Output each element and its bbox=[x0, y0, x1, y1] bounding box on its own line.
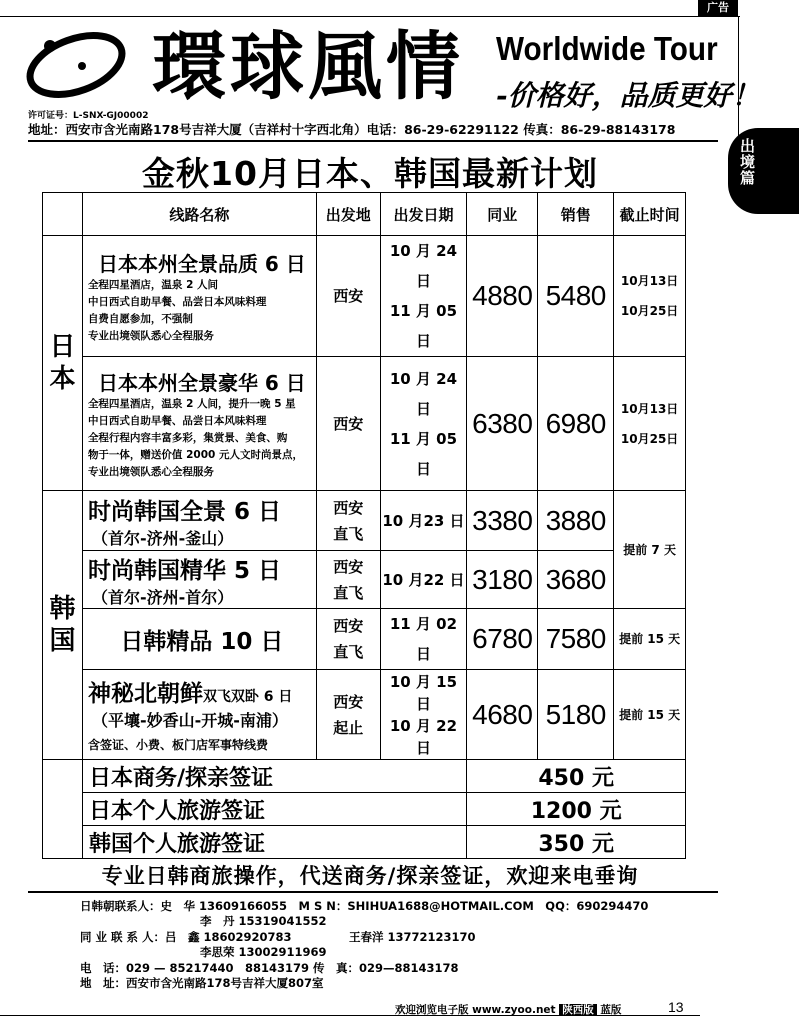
page-headline: 金秋10月日本、韩国最新计划 bbox=[142, 154, 598, 193]
route-title-suffix: 双飞双卧 6 日 bbox=[202, 689, 293, 705]
route-detail: 专业出境领队悉心全程服务 bbox=[87, 329, 214, 342]
route-detail: 自费自愿参加，不强制 bbox=[87, 312, 193, 325]
departure-dates: 10 月 15 日 10 月 22 日 bbox=[380, 670, 467, 760]
route-detail: 全程四星酒店，温泉 2 人间，提升一晚 5 星 bbox=[87, 397, 296, 410]
route-cell bbox=[82, 551, 316, 609]
section-tab-label: 出境篇 bbox=[740, 137, 756, 187]
route-cell bbox=[82, 491, 316, 551]
route-cell bbox=[82, 609, 316, 670]
departure-dates: 10 月 24 日 11 月 05 日 bbox=[380, 236, 467, 357]
retail-price: 3680 bbox=[538, 551, 614, 609]
contact-line: 地 址：西安市含光南路178号吉祥大厦807室 bbox=[80, 976, 324, 990]
website-text: 欢迎浏览电子版 www.zyoo.net bbox=[395, 1004, 556, 1016]
table-row bbox=[43, 491, 686, 551]
departure-city: 西安 直飞 bbox=[316, 551, 380, 609]
table-row bbox=[43, 609, 686, 670]
divider bbox=[28, 140, 718, 142]
trade-price: 3380 bbox=[467, 491, 538, 551]
contact-line: 同 业 联 系 人：吕 鑫 18602920783 王春洋 13772123170 bbox=[80, 930, 476, 944]
visa-row bbox=[43, 760, 686, 793]
route-title: 日韩精品 10 日 bbox=[120, 628, 284, 655]
route-title: 日本本州全景豪华 6 日 bbox=[97, 370, 306, 395]
edition-badge: 陕西版 bbox=[559, 1004, 597, 1016]
visa-name: 日本商务/探亲签证 bbox=[82, 760, 466, 793]
visa-spacer bbox=[43, 760, 83, 859]
table-row bbox=[43, 236, 686, 357]
trade-price: 3180 bbox=[467, 551, 538, 609]
visa-row bbox=[43, 793, 686, 826]
header-dates: 出发日期 bbox=[380, 193, 467, 236]
departure-city: 西安 bbox=[316, 236, 380, 357]
category-japan: 日本 bbox=[43, 236, 83, 491]
contact-line: 电 话：029 — 85217440 88143179 传 真：029—88143178 bbox=[80, 961, 459, 975]
tour-table bbox=[42, 192, 686, 859]
route-detail: 物于一体，赠送价值 2000 元人文时尚景点， bbox=[87, 448, 303, 461]
retail-price: 6980 bbox=[538, 357, 614, 491]
route-subtitle: （首尔-济州-釜山） bbox=[91, 528, 234, 548]
trade-price: 6380 bbox=[467, 357, 538, 491]
route-title: 日本本州全景品质 6 日 bbox=[97, 251, 306, 276]
visa-name: 韩国个人旅游签证 bbox=[82, 826, 466, 859]
route-subtitle: （平壤-妙香山-开城-南浦） bbox=[91, 711, 288, 730]
brand-name-en: Worldwide Tour bbox=[496, 30, 718, 67]
globe-logo-icon bbox=[24, 26, 128, 104]
header-trade: 同业 bbox=[467, 193, 538, 236]
route-cell bbox=[82, 357, 316, 491]
deadline: 10月13日 10月25日 bbox=[614, 357, 686, 491]
edition-label: 蓝版 bbox=[600, 1004, 622, 1016]
departure-dates: 10 月22 日 bbox=[380, 551, 467, 609]
company-address: 地址：西安市含光南路178号吉祥大厦（吉祥村十字西北角）电话：86-29-62291122 传真：86-29-88143178 bbox=[28, 122, 676, 137]
departure-city: 西安 直飞 bbox=[316, 609, 380, 670]
deadline: 提前 15 天 bbox=[614, 609, 686, 670]
visa-price: 350 元 bbox=[467, 826, 686, 859]
header-deadline: 截止时间 bbox=[614, 193, 686, 236]
route-title: 神秘北朝鲜 bbox=[87, 681, 203, 707]
departure-city: 西安 起止 bbox=[316, 670, 380, 760]
ad-tag: 广告 bbox=[698, 0, 738, 16]
departure-dates: 11 月 02 日 bbox=[380, 609, 467, 670]
visa-name: 日本个人旅游签证 bbox=[82, 793, 466, 826]
footer-title: 专业日韩商旅操作，代送商务/探亲签证，欢迎来电垂询 bbox=[101, 864, 639, 888]
route-detail: 中日西式自助早餐、品尝日本风味料理 bbox=[87, 295, 267, 308]
route-cell bbox=[82, 236, 316, 357]
brand-slogan: -价格好，品质更好！ bbox=[496, 79, 760, 112]
route-cell bbox=[82, 670, 316, 760]
visa-price: 450 元 bbox=[467, 760, 686, 793]
trade-price: 4880 bbox=[467, 236, 538, 357]
table-row bbox=[43, 670, 686, 760]
brand-name-cn: 環球風情 bbox=[152, 24, 464, 110]
retail-price: 7580 bbox=[538, 609, 614, 670]
route-detail: 专业出境领队悉心全程服务 bbox=[87, 465, 214, 478]
route-title: 时尚韩国全景 6 日 bbox=[87, 498, 281, 525]
contact-line: 日韩朝联系人：史 华 13609166055 M S N：SHIHUA1688@HOTMAIL.COM QQ：690294470 bbox=[80, 899, 649, 913]
contact-line: 李思荣 13002911969 bbox=[200, 945, 327, 959]
deadline: 提前 7 天 bbox=[614, 491, 686, 609]
table-row bbox=[43, 551, 686, 609]
departure-dates: 10 月 24 日 11 月 05 日 bbox=[380, 357, 467, 491]
deadline: 10月13日 10月25日 bbox=[614, 236, 686, 357]
route-detail: 全程行程内容丰富多彩，集赏景、美食、购 bbox=[87, 431, 288, 444]
section-tab bbox=[728, 128, 799, 214]
route-title: 时尚韩国精华 5 日 bbox=[87, 557, 281, 584]
trade-price: 6780 bbox=[467, 609, 538, 670]
header-route: 线路名称 bbox=[82, 193, 316, 236]
visa-row bbox=[43, 826, 686, 859]
retail-price: 5180 bbox=[538, 670, 614, 760]
retail-price: 3880 bbox=[538, 491, 614, 551]
table-header-row bbox=[43, 193, 686, 236]
route-note: 含签证、小费、板门店军事特线费 bbox=[87, 738, 268, 752]
header-retail: 销售 bbox=[538, 193, 614, 236]
visa-price: 1200 元 bbox=[467, 793, 686, 826]
departure-dates: 10 月23 日 bbox=[380, 491, 467, 551]
departure-city: 西安 直飞 bbox=[316, 491, 380, 551]
bottom-rule bbox=[0, 1015, 700, 1016]
route-subtitle: （首尔-济州-首尔） bbox=[91, 587, 234, 607]
page-number: 13 bbox=[668, 999, 684, 1015]
top-border bbox=[0, 16, 740, 17]
table-row bbox=[43, 357, 686, 491]
license-number: 许可证号：L-SNX-GJ00002 bbox=[28, 111, 149, 121]
contact-line: 李 丹 15319041552 bbox=[200, 914, 327, 928]
divider bbox=[28, 891, 718, 893]
category-korea: 韩国 bbox=[43, 491, 83, 760]
retail-price: 5480 bbox=[538, 236, 614, 357]
trade-price: 4680 bbox=[467, 670, 538, 760]
route-detail: 全程四星酒店，温泉 2 人间 bbox=[87, 278, 219, 291]
route-detail: 中日西式自助早餐、品尝日本风味料理 bbox=[87, 414, 267, 427]
header-departure: 出发地 bbox=[316, 193, 380, 236]
deadline: 提前 15 天 bbox=[614, 670, 686, 760]
departure-city: 西安 bbox=[316, 357, 380, 491]
header-blank bbox=[43, 193, 83, 236]
